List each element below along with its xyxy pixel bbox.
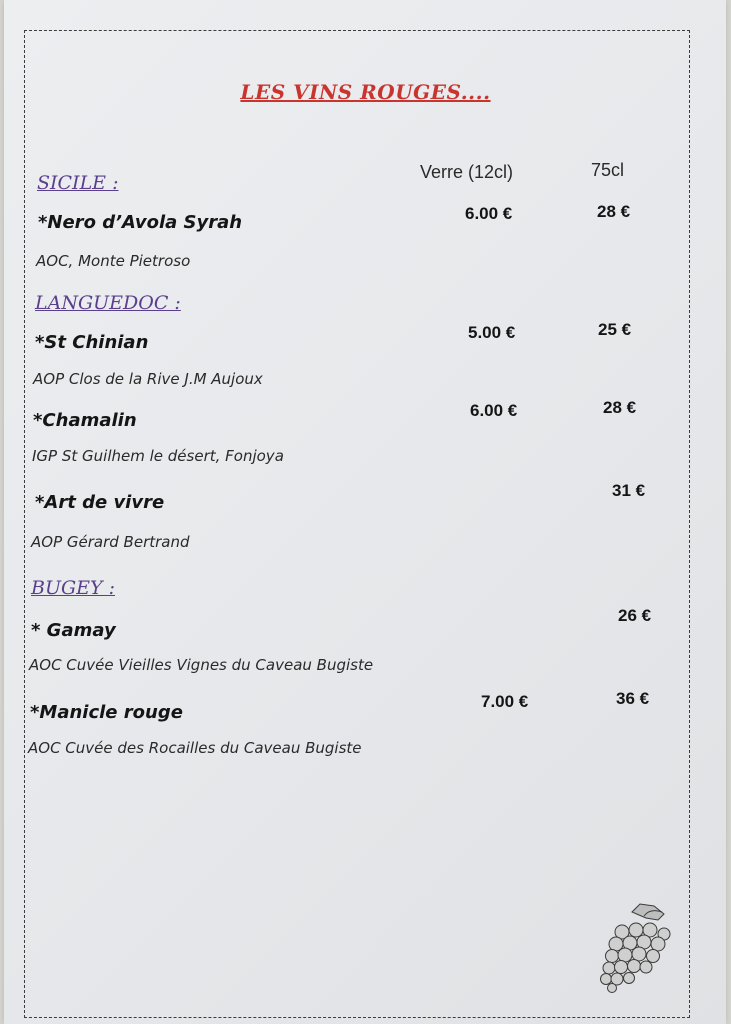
- wine-description: AOC Cuvée Vieilles Vignes du Caveau Bugiste: [29, 656, 374, 674]
- wine-price-glass: 6.00 €: [470, 401, 518, 420]
- wine-name: *Chamalin: [33, 410, 137, 431]
- wine-description: AOP Clos de la Rive J.M Aujoux: [33, 370, 263, 388]
- wine-price-bottle: 28 €: [597, 202, 631, 221]
- menu-title: LES VINS ROUGES....: [240, 80, 491, 104]
- wine-price-bottle: 31 €: [612, 481, 646, 500]
- wine-description: AOC, Monte Pietroso: [36, 252, 191, 270]
- wine-description: AOP Gérard Bertrand: [31, 533, 190, 551]
- column-header-bottle: 75cl: [591, 160, 625, 180]
- wine-price-glass: 5.00 €: [468, 323, 516, 342]
- wine-name: *Art de vivre: [35, 492, 165, 513]
- wine-name: *Manicle rouge: [30, 702, 183, 723]
- column-header-glass: Verre (12cl): [420, 162, 514, 182]
- wine-price-glass: 6.00 €: [465, 204, 513, 223]
- wine-name: *St Chinian: [35, 332, 149, 353]
- wine-price-bottle: 25 €: [598, 320, 632, 339]
- wine-description: AOC Cuvée des Rocailles du Caveau Bugiste: [28, 739, 362, 757]
- wine-price-bottle: 28 €: [603, 398, 637, 417]
- wine-price-bottle: 26 €: [618, 606, 652, 625]
- wine-name: *Nero d’Avola Syrah: [38, 212, 243, 233]
- region-sicile: SICILE :: [37, 172, 119, 194]
- grape-bunch-icon: [592, 902, 682, 994]
- wine-description: IGP St Guilhem le désert, Fonjoya: [32, 447, 284, 465]
- region-languedoc: LANGUEDOC :: [35, 292, 181, 314]
- wine-name: * Gamay: [31, 620, 116, 641]
- wine-price-glass: 7.00 €: [481, 692, 529, 711]
- region-bugey: BUGEY :: [31, 577, 116, 599]
- wine-price-bottle: 36 €: [616, 689, 650, 708]
